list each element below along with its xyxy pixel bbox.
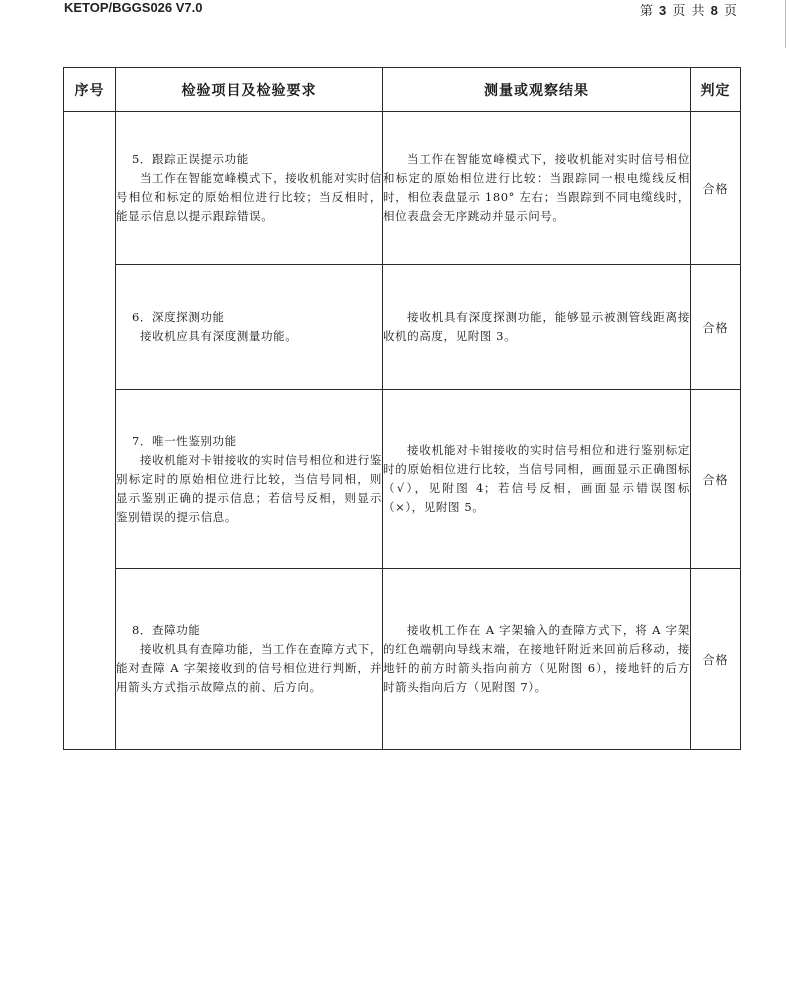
- inspection-table: [63, 67, 741, 750]
- item-title: 8．查障功能: [132, 623, 201, 637]
- page-prefix: 第: [639, 4, 659, 19]
- item-title: 5．跟踪正误提示功能: [132, 152, 249, 166]
- item-title: 6．深度探测功能: [132, 310, 225, 324]
- requirement-cell: [116, 265, 383, 390]
- result-cell: [383, 569, 691, 750]
- seq-cell: [64, 112, 116, 750]
- table-row: [64, 112, 741, 265]
- scan-edge-line: [785, 0, 786, 48]
- requirement-cell: [116, 390, 383, 569]
- table-row: [64, 569, 741, 750]
- page-indicator: [640, 0, 738, 19]
- requirement-cell: [116, 112, 383, 265]
- result-cell: [383, 265, 691, 390]
- verdict-cell: 合格: [691, 112, 741, 265]
- verdict-cell: 合格: [691, 569, 741, 750]
- verdict-cell: 合格: [691, 265, 741, 390]
- table-header-row: [64, 68, 741, 112]
- item-result: 接收机能对卡钳接收的实时信号相位和进行鉴别标定时的原始相位进行比较，当信号同相，画面显示正确图标（√），见附图 4；若信号反相，画面显示错误图标（×），见附图 5。: [383, 443, 690, 514]
- requirement-cell: [116, 569, 383, 750]
- header-verdict: 判定: [691, 68, 741, 112]
- item-result: 接收机具有深度探测功能，能够显示被测管线距离接收机的高度，见附图 3。: [383, 310, 690, 343]
- result-cell: [383, 390, 691, 569]
- page-suffix: 页: [718, 4, 738, 19]
- header-seq: 序号: [64, 68, 116, 112]
- page-current: 3: [658, 3, 668, 18]
- document-code: KETOP/BGGS026 V7.0: [64, 0, 203, 15]
- verdict-cell: 合格: [691, 390, 741, 569]
- item-requirement: 接收机应具有深度测量功能。: [140, 329, 298, 343]
- item-requirement: 接收机具有查障功能，当工作在查障方式下，能对查障 A 字架接收到的信号相位进行判断，并用箭头方式指示故障点的前、后方向。: [116, 642, 382, 694]
- page-mid: 页 共: [667, 4, 711, 19]
- result-cell: [383, 112, 691, 265]
- item-result: 当工作在智能宽峰模式下，接收机能对实时信号相位和标定的原始相位进行比较：当跟踪同一根电缆线反相时，相位表盘显示 180° 左右；当跟踪到不同电缆线时，相位表盘会无序跳动并显示问号。: [383, 152, 690, 223]
- page-total: 8: [710, 3, 719, 18]
- item-result: 接收机工作在 A 字架输入的查障方式下，将 A 字架的红色端朝向导线末端，在接地钎附近来回前后移动，接地钎的前方时箭头指向前方（见附图 6），接地钎的后方时箭头指向后方（见附图 7）。: [383, 623, 690, 694]
- table-row: [64, 265, 741, 390]
- table-row: [64, 390, 741, 569]
- item-requirement: 接收机能对卡钳接收的实时信号相位和进行鉴别标定时的原始相位进行比较，当信号同相，则显示鉴别正确的提示信息；若信号反相，则显示鉴别错误的提示信息。: [116, 452, 382, 524]
- item-title: 7．唯一性鉴别功能: [132, 433, 237, 448]
- item-requirement: 当工作在智能宽峰模式下，接收机能对实时信号相位和标定的原始相位进行比较；当反相时，能显示信息以提示跟踪错误。: [116, 171, 382, 223]
- header-item: 检验项目及检验要求: [116, 68, 383, 112]
- header-result: 测量或观察结果: [383, 68, 691, 112]
